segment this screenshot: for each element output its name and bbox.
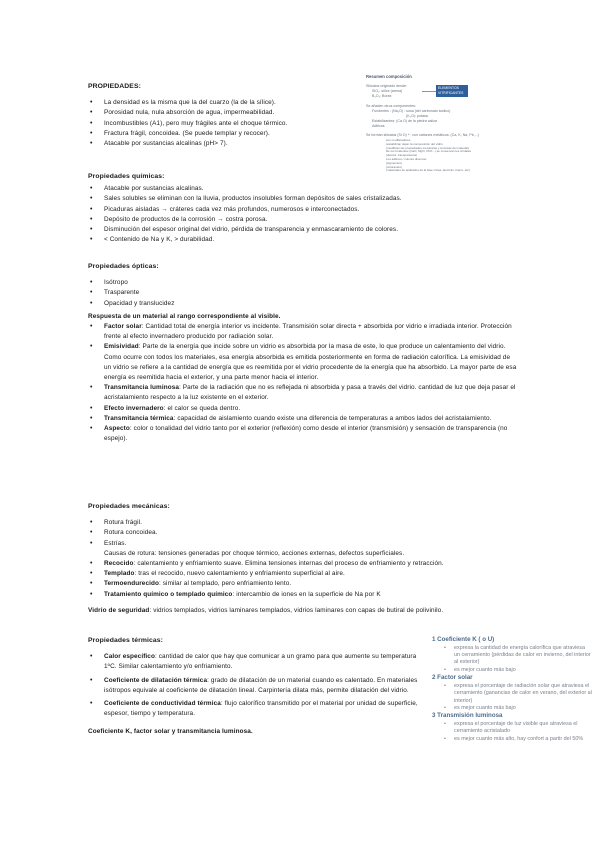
figure-item: (estabilizan dejan la composición del vidrio xyxy=(386,141,443,146)
safety-glass-paragraph xyxy=(88,606,518,616)
definition: : Parte de la energía que incide sobre un vidrio es absorbida por la masa de este, lo que produce un calentamiento del vidrio. Como ocurre con todos los materiales, esa energía absorbida es emitida posteriormente en forma de radiación calorífica. La emisividad de un vidrio se refiere a la cantidad de energía que es reemitida por el vidrio procedente de la energía que ha absorbido. La mayor parte de esa energía es reemitida hacia el exterior, y una parte menor hacia el interior. xyxy=(104,343,517,382)
term: Vidrio de seguridad xyxy=(88,606,150,614)
figure-item: (materiales de acabados de la fase vítrea: aluminio, hierro, etc) xyxy=(386,168,470,173)
figure-item: (K₂O): potasa xyxy=(406,114,428,118)
figure-item: B₂O₃: Bórax xyxy=(372,94,392,98)
mecanicas-section xyxy=(88,502,518,616)
figure-item: Estabilizantes: (Ca O) de la piedra caliza xyxy=(372,119,437,123)
propiedades-section xyxy=(88,82,428,149)
definition: : Cantidad total de energía interior vs incidente. Transmisión solar directa + absorbida por vidrio e irradiada interior. Protección frente al efecto invernadero producido por radiación solar. xyxy=(104,323,512,341)
figure-item: (colorantes) xyxy=(386,164,402,169)
section-heading: Propiedades químicas: xyxy=(88,173,165,180)
figure-item: son modificadores xyxy=(386,138,411,142)
termicas-section xyxy=(88,636,422,738)
figure-item: Los aditivos / colores diversos: xyxy=(386,156,427,161)
list-item: • Rotura concoidea. xyxy=(88,528,518,538)
figure-item: Fundentes : (Na₂O) : sosa (del carbonato sódico) xyxy=(372,109,451,113)
list-item: • Atacable por sustancias alcalinas (pH> 7). xyxy=(88,139,428,149)
term: Transmitancia luminosa xyxy=(104,384,180,392)
definition-item xyxy=(88,383,518,403)
list-item: • < Contenido de Na y K, > durabilidad. xyxy=(88,235,518,245)
figure-item: (modifican las propiedades mecánicas y térmicas del material) xyxy=(386,145,469,150)
definition-item xyxy=(88,699,422,719)
figure-item: Aditivos xyxy=(372,124,385,128)
figure-title: Resumen composición xyxy=(366,74,412,79)
list-item: • Rotura frágil. xyxy=(88,518,518,528)
definition: : cantidad de calor que hay que comunicar a un gramo para que aumente su temperatura 1ºC. Similar calentamiento y/o enfriamiento. xyxy=(104,653,417,671)
figure-item: • es mejor cuanto más bajo xyxy=(432,705,592,712)
figure-section-title: 2 Factor solar xyxy=(432,674,473,682)
definition: : intercambio de iones en la superficie de Na por K xyxy=(232,590,381,598)
list-item: • Isótropo xyxy=(88,278,518,288)
list-item: • Incombustibles (A1), pero muy frágiles ante el choque térmico. xyxy=(88,119,428,129)
quimicas-section xyxy=(88,172,518,245)
list-item: • Opacidad y translucidez xyxy=(88,299,518,309)
definition-item xyxy=(88,559,518,569)
definition-item xyxy=(88,322,518,342)
definition: : Parte de la radiación que no es reflejada ni absorbida y pasa a través del vidrio. cantidad de luz que deja pasar el acristalamiento respecto a la luz existente en el exterior. xyxy=(104,384,516,402)
figure-added-title: Se añaden otros componentes: xyxy=(366,104,416,108)
definition-item xyxy=(88,569,518,579)
figure-section-title: 3 Transmisión luminosa xyxy=(432,712,503,720)
definition-item xyxy=(88,404,518,414)
figure-item: (pigmentos) xyxy=(386,160,402,165)
list-item: • La densidad es la misma que la del cuarzo (la de la sílice). xyxy=(88,98,428,108)
definition-item xyxy=(88,342,518,383)
section-heading: Propiedades ópticas: xyxy=(88,263,159,270)
definition: : grado de dilatación de un material cuando es calentado. En materiales isótropos equivale al coeficiente de dilatación lineal. Carpintería dilata más, permite dilatación del vidrio. xyxy=(104,676,418,694)
list-item: • Trasparente xyxy=(88,288,518,298)
figure-oxides-title: Se forman silicatos (Si O) ⁴⁻ con cationes metálicos: (Ca, K, Na, Pb,...) xyxy=(366,133,479,137)
figure-item: • expresa el porcentaje de luz visible que atraviesa el cerramiento acristalado xyxy=(432,721,592,736)
list-item: • Atacable por sustancias alcalinas. xyxy=(88,184,518,194)
definition: : vidrios templados, vidrios laminares templados, vidrios laminares con capas de butiral de polivinilo. xyxy=(149,606,444,614)
figure-item: (dureza, transparencia) xyxy=(386,153,418,158)
term: Factor solar xyxy=(104,323,142,331)
term: Coeficiente de conductividad térmica xyxy=(104,700,221,708)
list-item: • Estrías. xyxy=(88,539,518,549)
list-item: • Porosidad nula, nula absorción de agua, impermeabilidad. xyxy=(88,108,428,118)
figure-item: • es mejor cuanto más alto, hay confort a partir del 50% xyxy=(432,736,592,743)
definition: : el calor se queda dentro. xyxy=(163,404,241,412)
section-heading: Propiedades mecánicas: xyxy=(88,503,170,510)
term: Emisividad xyxy=(104,343,139,351)
section-heading: Propiedades térmicas: xyxy=(88,637,164,644)
coefficients-figure xyxy=(432,636,592,743)
term: Recocido xyxy=(104,560,134,568)
figure-item: • expresa el porcentaje de radiación solar que atraviesa el cerramiento (ganancias de calor en verano, del exterior al interior) xyxy=(432,683,592,705)
figure-item: • es mejor cuanto más bajo xyxy=(432,667,592,674)
definition: : similar al templado, pero enfriamiento lento. xyxy=(159,580,292,588)
list-item: Causas de rotura: tensiones generadas por choque térmico, acciones externas, defectos superficiales. xyxy=(104,549,405,557)
term: Calor específico xyxy=(104,653,155,661)
definition-item xyxy=(88,414,518,424)
list-item: • Depósito de productos de la corrosión → costra porosa. xyxy=(88,215,518,225)
footer-line: Coeficiente K, factor solar y transmitancia luminosa. xyxy=(88,728,253,736)
term: Tratamiento químico o templado químico xyxy=(104,590,233,598)
term: Aspecto xyxy=(104,425,130,433)
vitrifying-elements-box: ELEMENTOS VITRIFICANTES xyxy=(436,85,468,97)
definition-item xyxy=(88,424,518,444)
figure-item: De los fundentes (CaO, MgO, PbO...) se conservan los cristales xyxy=(386,149,472,154)
term: Coeficiente de dilatación térmica xyxy=(104,676,208,684)
term: Templado xyxy=(104,570,135,578)
figure-intro: Silicatos originado desde: xyxy=(366,84,407,88)
section-heading: PROPIEDADES: xyxy=(88,83,141,90)
figure-item: SiO₂: sílice (arena) xyxy=(372,89,403,93)
definition-item xyxy=(88,676,422,696)
definition: : tras el recocido, nuevo calentamiento y enfriamiento superficial al aire. xyxy=(134,570,345,578)
opticas-section xyxy=(88,262,518,444)
definition-item xyxy=(88,652,422,672)
definition: : color o tonalidad del vidrio tanto por el exterior (reflexión) como desde el interior (transmisión) y sensación de transparencia (no espejo). xyxy=(104,425,508,443)
figure-item: • expresa la cantidad de energía calorífica que atraviesa un cerramiento (pérdidas de calor en invierno, del interior al exterior) xyxy=(432,645,592,667)
term: Termoendurecido xyxy=(104,580,159,588)
definition: : flujo calorífico transmitido por el material por unidad de superficie, espesor, tiempo y temperatura. xyxy=(104,700,418,718)
list-item: • Fractura frágil, concoidea. (Se puede templar y recocer). xyxy=(88,129,428,139)
definition-item xyxy=(88,590,518,600)
definition: : calentamiento y enfriamiento suave. Elimina tensiones internas del proceso de enfriamiento y retracción. xyxy=(133,560,444,568)
figure-section-title: 1 Coeficiente K ( o U) xyxy=(432,636,495,643)
definition-item xyxy=(88,579,518,589)
list-item: • Picaduras aisladas → cráteres cada vez más profundos, numerosos e interconectados. xyxy=(88,205,518,215)
list-item: • Sales solubles se eliminan con la lluvia, productos insolubles forman depósitos de sales cristalizadas. xyxy=(88,194,518,204)
definition: : capacidad de aislamiento cuando existe una diferencia de temperaturas a ambos lados del acristalamiento. xyxy=(173,414,492,422)
term: Efecto invernadero xyxy=(104,404,164,412)
paragraph: Respuesta de un material al rango correspondiente al visible. xyxy=(88,312,281,320)
list-item: • Disminución del espesor original del vidrio, pérdida de transparencia y enmascaramiento de colores. xyxy=(88,225,518,235)
term: Transmitancia térmica xyxy=(104,414,174,422)
